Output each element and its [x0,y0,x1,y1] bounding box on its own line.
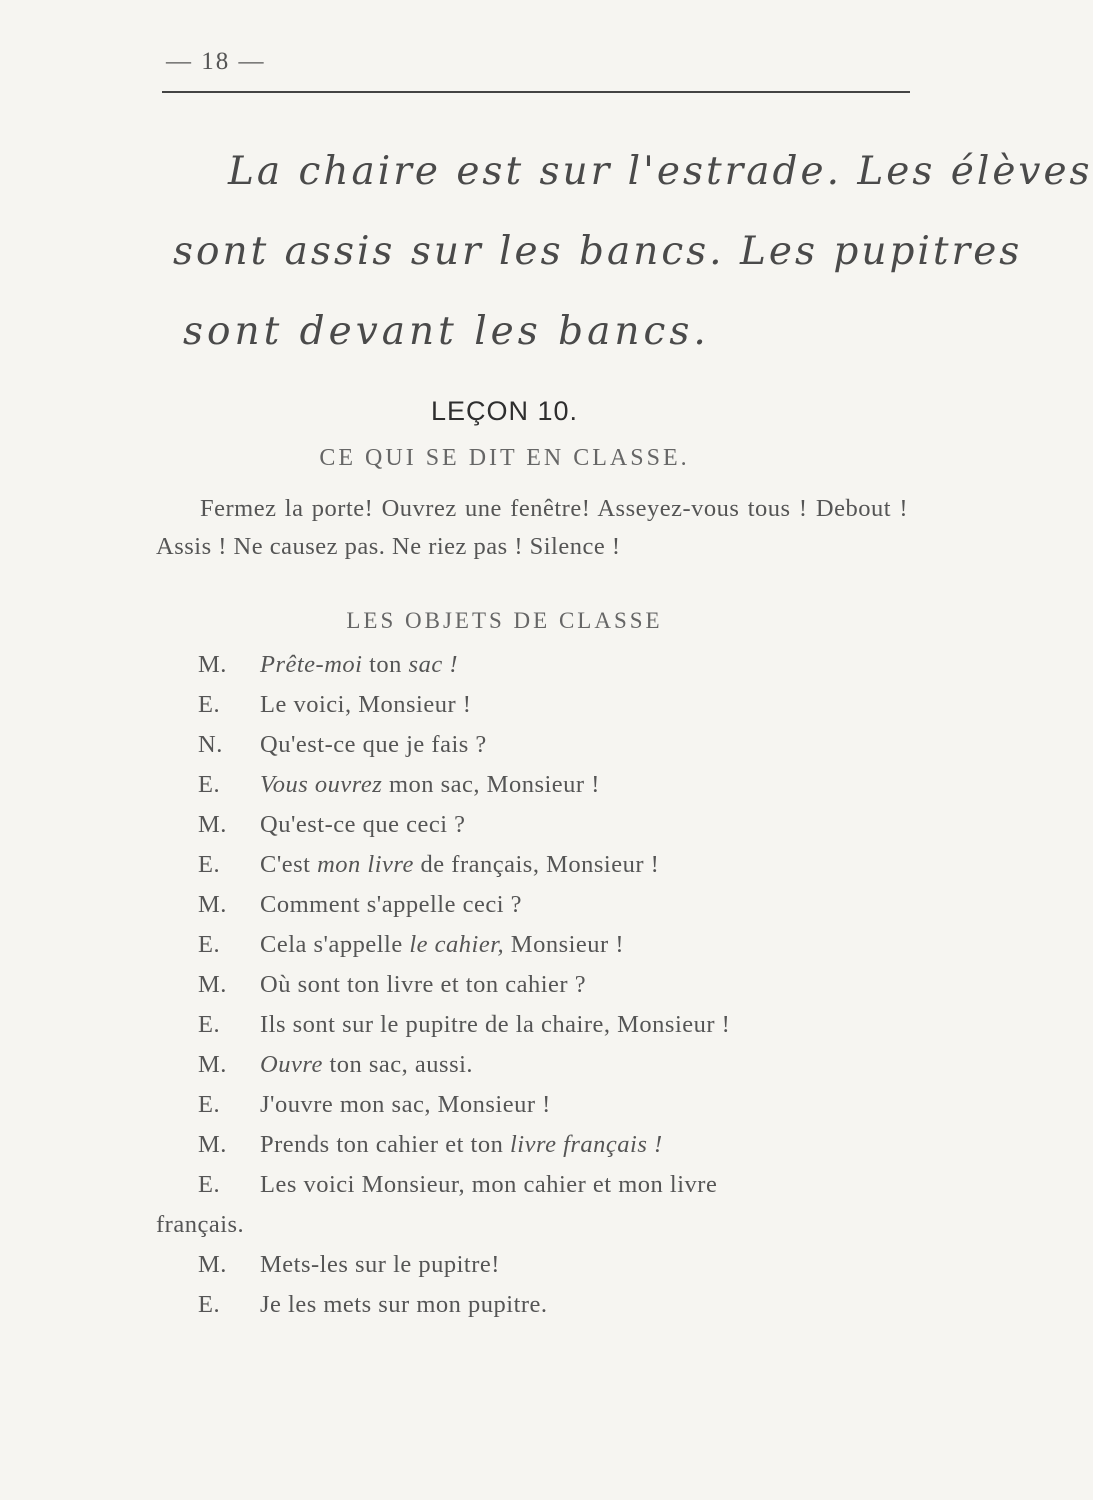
cursive-line: La chaire est sur l'estrade. Les élèves [228,149,1093,194]
line-text: C'est [260,851,318,878]
speaker-label: E. [198,1171,221,1198]
italic-phrase: le cahier, [409,931,505,958]
speaker-label: M. [198,651,227,678]
cursive-line: sont assis sur les bancs. Les pupitres [173,229,1023,274]
italic-phrase: mon livre [317,851,414,878]
line-text: J'ouvre mon sac, Monsieur ! [260,1091,551,1118]
speaker-label: M. [198,1051,227,1078]
speaker-label: M. [198,971,227,998]
line-continuation: français. [156,1211,245,1238]
page-number: — 18 — [166,48,266,75]
dialogue-line [0,925,939,965]
dialogue-line [0,1285,939,1325]
header-rule [162,91,910,93]
dialogue-line [0,685,939,725]
dialogue-line [0,805,939,845]
speaker-label: E. [198,1091,221,1118]
line-text: Le voici, Monsieur ! [260,691,472,718]
dialogue-line [0,1165,939,1245]
dialogue-line [0,965,939,1005]
dialogue-line [0,885,939,925]
cursive-line: sont devant les bancs. [183,309,710,354]
italic-phrase: livre français ! [509,1131,663,1158]
line-text: Je les mets sur mon pupitre. [260,1291,548,1318]
dialogue-line [0,645,939,685]
line-text: Qu'est-ce que ceci ? [260,811,466,838]
line-text: Où sont ton livre et ton cahier ? [260,971,587,998]
section-title: LES OBJETS DE CLASSE [346,608,663,633]
speaker-label: E. [198,1291,221,1318]
dialogue-line [0,1045,939,1085]
dialogue [0,645,939,1325]
line-text: ton sac, aussi. [322,1051,474,1078]
speaker-label: M. [198,811,227,838]
line-text: Mets-les sur le pupitre! [260,1251,500,1278]
cursive-passage [168,132,1093,372]
speaker-label: E. [198,1011,221,1038]
dialogue-line [0,1245,939,1285]
dialogue-line [0,725,939,765]
speaker-label: E. [198,771,221,798]
speaker-label: M. [198,1251,227,1278]
italic-phrase: Vous ouvrez [260,771,383,798]
line-text: mon sac, Monsieur ! [382,771,600,798]
line-text: Les voici Monsieur, mon cahier et mon livre [260,1171,718,1198]
italic-phrase: Ouvre [260,1051,323,1078]
line-text: Prends ton cahier et ton [260,1131,510,1158]
dialogue-line [0,765,939,805]
line-text: ton [362,651,409,678]
line-text: de français, Monsieur ! [413,851,660,878]
speaker-label: M. [198,1131,227,1158]
lesson-subtitle: CE QUI SE DIT EN CLASSE. [319,445,690,471]
dialogue-line [0,845,939,885]
line-text: Qu'est-ce que je fais ? [260,731,487,758]
line-text: Ils sont sur le pupitre de la chaire, Monsieur ! [260,1011,731,1038]
speaker-label: M. [198,891,227,918]
dialogue-line [0,1125,939,1165]
line-text: Comment s'appelle ceci ? [260,891,523,918]
lesson-title: LEÇON 10. [430,396,579,426]
classroom-commands-paragraph: Fermez la porte! Ouvrez une fenêtre! Asseyez-vous tous ! Debout ! Assis ! Ne causez pas. Ne riez pas ! Silence ! [156,495,908,560]
line-text: Monsieur ! [504,931,624,958]
italic-phrase: Prête-moi [260,651,363,678]
speaker-label: E. [198,851,221,878]
speaker-label: N. [198,731,223,758]
dialogue-line [0,1085,939,1125]
line-text: Cela s'appelle [260,931,410,958]
speaker-label: E. [198,931,221,958]
italic-phrase: sac ! [408,651,458,678]
speaker-label: E. [198,691,221,718]
dialogue-line [0,1005,939,1045]
